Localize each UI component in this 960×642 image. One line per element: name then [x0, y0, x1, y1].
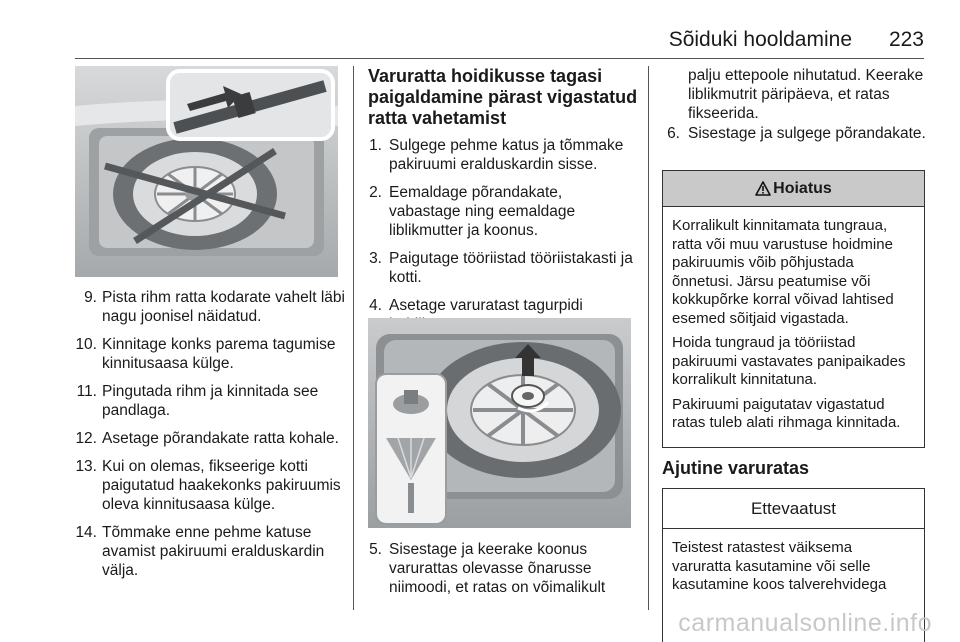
list-item [368, 540, 638, 597]
list-item [75, 335, 345, 373]
step-text: Asetage varuratast tagurpidi [389, 297, 583, 314]
step-text: Eemaldage põrandakate, vabastage ning eemaldage liblikmutter ja koonus. [389, 184, 576, 239]
middle-step-list [368, 136, 638, 343]
header-rule [75, 58, 924, 59]
step-number: 14. [75, 524, 97, 541]
spare-wheel-strap-illustration [75, 66, 338, 277]
warning-paragraph: Hoida tungraud ja tööriistad pakiruumi vastavates panipaikades korralikult kinnitatuna. [672, 334, 906, 388]
list-item [368, 183, 638, 240]
step-number: 9. [84, 289, 97, 306]
step-text: Sisestage ja sulgege põrandakate. [688, 125, 926, 142]
page-title: Sõiduki hooldamine [668, 28, 852, 51]
step-number: 4. [369, 297, 382, 314]
page-number: 223 [888, 28, 924, 51]
middle-step-list-continued [368, 540, 638, 606]
step-text: Kui on olemas, fikseerige kotti paigutatud haakekonks pakiruumis oleva kinnitusaasa külge. [102, 458, 341, 513]
warning-header [663, 171, 924, 207]
list-item [75, 457, 345, 514]
caution-title: Ettevaatust [750, 498, 837, 518]
spare-wheel-strap-figure [75, 66, 338, 277]
step-number: 5. [369, 541, 382, 558]
step-number: 10. [75, 336, 97, 353]
column-divider [648, 66, 649, 610]
step-text: palju ettepoole nihutatud. Keerake liblikmutrit päripäeva, et ratas fikseerida. [688, 67, 924, 122]
step-text: Pista rihm ratta kodarate vahelt läbi nagu joonisel näidatud. [102, 289, 345, 325]
list-item [75, 382, 345, 420]
warning-triangle-icon [755, 181, 771, 196]
warning-paragraph: Pakiruumi paigutatav vigastatud ratas tuleb alati rihmaga kinnitada. [672, 395, 901, 431]
warning-box [662, 170, 925, 448]
step-number: 12. [75, 430, 97, 447]
list-item [368, 136, 638, 174]
list-item [75, 523, 345, 580]
step-text: Sisestage ja keerake koonus varurattas olevasse õnarusse niimoodi, et ratas on võimalikult [389, 541, 606, 596]
warning-paragraph: Korralikult kinnitamata tungraua, ratta või muu varustuse hoidmine pakiruumis võib põhjustada õnnetusi. Järsu peatumise või kokkupõrke korral võivad lahtised esemed sõitjaid vigastada. [672, 217, 894, 327]
step-text: Kinnitage konks parema tagumise kinnitusaasa külge. [102, 336, 336, 372]
step-number: 6. [667, 125, 680, 142]
caution-body [663, 529, 924, 595]
spare-wheel-toolkit-figure [368, 318, 631, 528]
warning-body [663, 207, 924, 433]
section-heading-temporary-spare: Ajutine varuratas [662, 458, 810, 478]
caution-text: Teistest ratastest väiksema varuratta kasutamine või selle kasutamine koos talverehvidega [672, 539, 887, 593]
step-text: Paigutage tööriistad tööriistakasti ja kotti. [389, 250, 633, 286]
warning-title: Hoiatus [773, 179, 832, 197]
right-step-list [662, 124, 932, 152]
list-item [75, 288, 345, 326]
list-item [75, 429, 345, 448]
step-text: Asetage põrandakate ratta kohale. [102, 430, 339, 447]
section-heading-refit-spare: Varuratta hoidikusse tagasi paigaldamine pärast vigastatud ratta vahetamist [368, 66, 638, 128]
step-5-continued [662, 66, 932, 123]
step-number: 2. [369, 184, 382, 201]
step-text: Tõmmake enne pehme katuse avamist pakiruumi eralduskardin välja. [102, 524, 325, 579]
step-number: 1. [369, 137, 382, 154]
step-text: Sulgege pehme katus ja tõmmake pakiruumi eralduskardin sisse. [389, 137, 624, 173]
step-number: 11. [76, 383, 97, 400]
caution-header [663, 489, 924, 529]
step-number: 13. [75, 458, 97, 475]
column-divider [353, 66, 354, 610]
step-number: 3. [369, 250, 382, 267]
left-step-list [75, 288, 345, 589]
spare-wheel-toolkit-illustration [368, 318, 631, 528]
list-item [368, 249, 638, 287]
list-item [662, 124, 932, 143]
page-header [0, 0, 960, 60]
step-text: Pingutada rihm ja kinnitada see pandlaga. [102, 383, 319, 419]
watermark: carmanualsonline.info [678, 609, 932, 637]
